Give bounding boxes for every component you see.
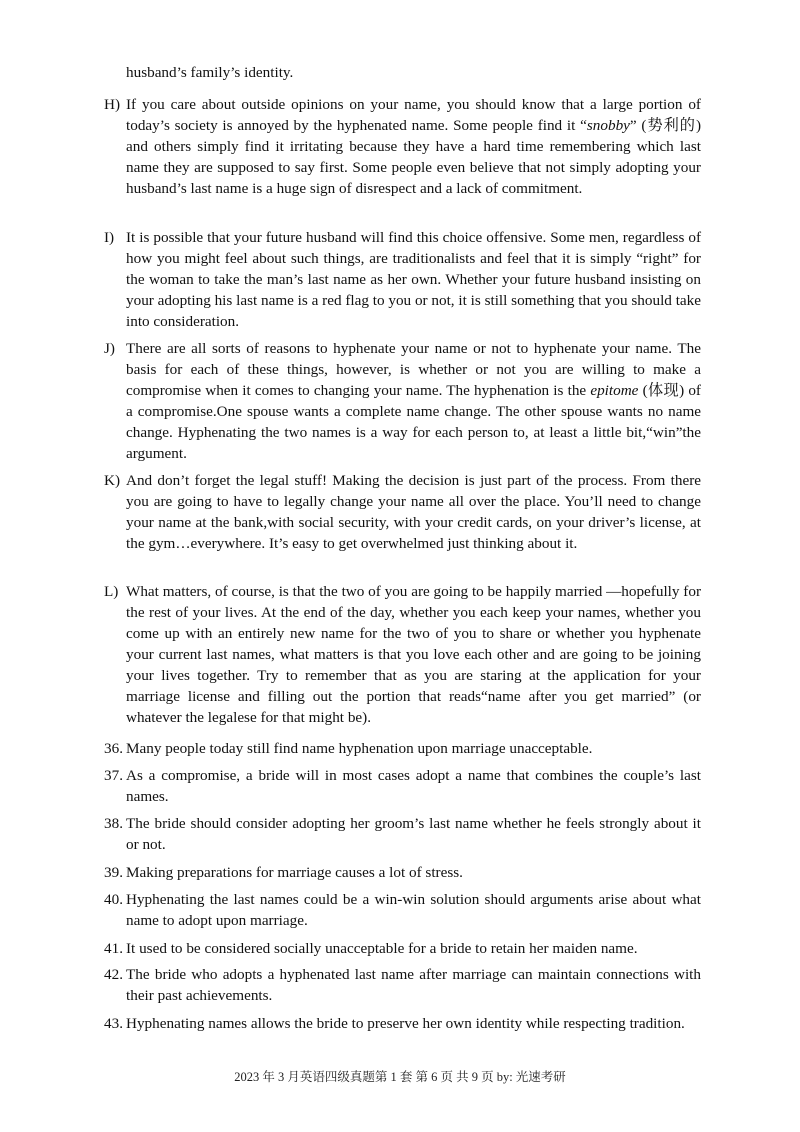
question-number: 43. — [104, 1015, 123, 1032]
paragraph-text: There are all sorts of reasons to hyphenate your name or not to hyphenate your name. The basis for each of these things, however, is whether or not you are willing to make a compromise when it comes to changing your name. The hyphenation is the epitome (体现) of a compromise.One spouse wants a complete name change. The other spouse wants no name change. Hyphenating the two names is a way for each person to, at least a little bit,“win”the argument. — [126, 340, 701, 462]
question-text: The bride who adopts a hyphenated last name after marriage can maintain connections with their past achievements. — [126, 966, 701, 1004]
paragraph-i — [104, 227, 701, 332]
paragraph-l — [104, 581, 701, 728]
paragraph-text: It is possible that your future husband will find this choice offensive. Some men, regardless of how you might feel about such things, are traditionalists and feel that it is simply “right” for the woman to take the man’s last name as her own. Whether your future husband insisting on your adopting his last name is a red flag to you or not, it is still something that you should take into consideration. — [126, 229, 701, 330]
question-text: Hyphenating names allows the bride to preserve her own identity while respecting tradition. — [126, 1015, 685, 1032]
paragraph-j — [104, 338, 701, 464]
question-number: 42. — [104, 966, 123, 983]
question-text: As a compromise, a bride will in most cases adopt a name that combines the couple’s last names. — [126, 767, 701, 805]
paragraph-label: H) — [104, 96, 121, 113]
question-text: Hyphenating the last names could be a win-win solution should arguments arise about what name to adopt upon marriage. — [126, 891, 701, 929]
paragraph-label: K) — [104, 472, 121, 489]
question-39 — [104, 862, 701, 883]
question-42 — [104, 964, 701, 1006]
question-number: 40. — [104, 891, 123, 908]
question-43 — [104, 1013, 701, 1034]
paragraph-text: What matters, of course, is that the two of you are going to be happily married —hopefully for the rest of your lives. At the end of the day, whether you each keep your names, whether you come up with an entirely new name for the two of you to share or whether you hyphenate your current last names, what matters is that you love each other and are going to be joining your lives together. Try to remember that as you are staring at the application for your marriage license and filling out the portion that reads“name after you get married” (or whatever the legalese for that might be). — [126, 583, 701, 726]
question-text: Many people today still find name hyphenation upon marriage unacceptable. — [126, 740, 593, 757]
paragraph-label: I) — [104, 229, 115, 246]
question-text: The bride should consider adopting her groom’s last name whether he feels strongly about it or not. — [126, 815, 701, 853]
question-41 — [104, 938, 701, 959]
italic-term: epitome — [590, 382, 639, 399]
question-number: 38. — [104, 815, 123, 832]
page-footer: 2023 年 3 月英语四级真题第 1 套 第 6 页 共 9 页 by: 光速考研 — [234, 1070, 566, 1084]
paragraph-h — [104, 94, 701, 199]
question-number: 39. — [104, 864, 123, 881]
question-36 — [104, 738, 701, 759]
italic-term: snobby — [586, 117, 630, 134]
question-37 — [104, 765, 701, 807]
paragraph-text: And don’t forget the legal stuff! Making the decision is just part of the process. From there you are going to have to legally change your name all over the place. You’ll need to change your name at the bank,with social security, with your credit cards, on your driver’s license, at the gym…everywhere. It’s easy to get overwhelmed just thinking about it. — [126, 472, 701, 552]
paragraph-label: L) — [104, 583, 119, 600]
question-number: 36. — [104, 740, 123, 757]
question-number: 41. — [104, 940, 123, 957]
paragraph-label: J) — [104, 340, 115, 357]
question-38 — [104, 813, 701, 855]
question-text: Making preparations for marriage causes a lot of stress. — [126, 864, 463, 881]
paragraph-k — [104, 470, 701, 554]
paragraph-text: If you care about outside opinions on your name, you should know that a large portion of today’s society is annoyed by the hyphenated name. Some people find it “snobby” (势利的) and others simply find it irritating because they have a hard time remembering which last name they are supposed to say first. Some people even believe that not simply adopting your husband’s last name is a huge sign of disrespect and a lack of commitment. — [126, 96, 702, 197]
question-40 — [104, 889, 701, 931]
question-text: It used to be considered socially unacceptable for a bride to retain her maiden name. — [126, 940, 638, 957]
question-number: 37. — [104, 767, 123, 784]
continuation-text: husband’s family’s identity. — [126, 64, 294, 81]
